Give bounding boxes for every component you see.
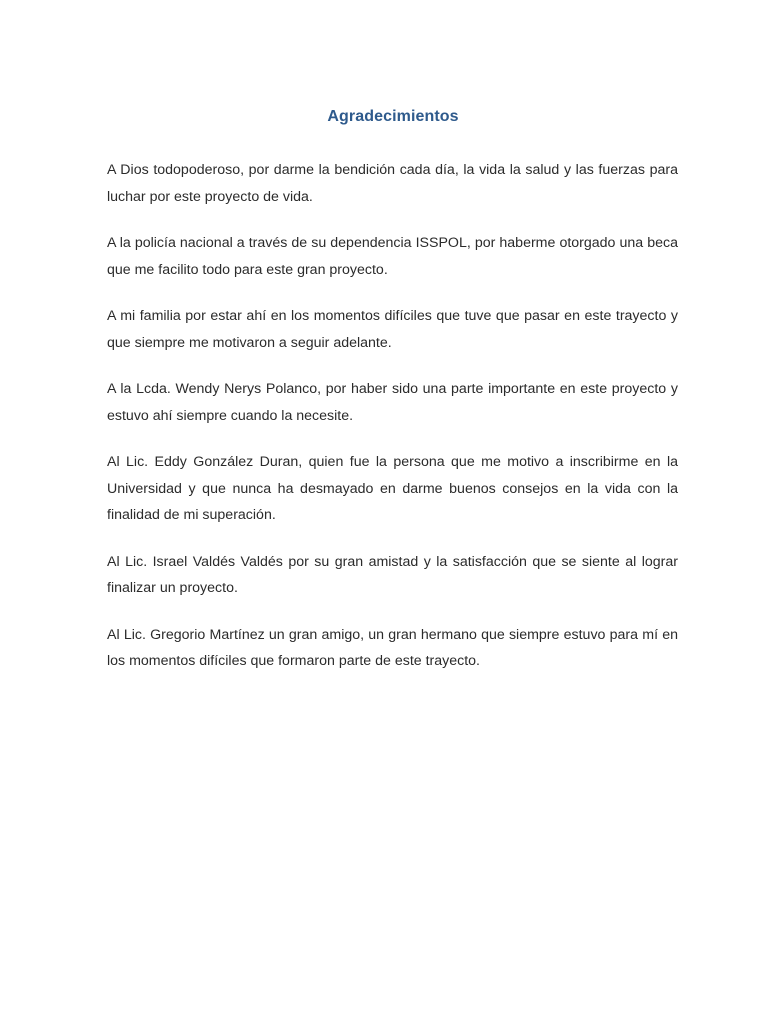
page-title: Agradecimientos (327, 108, 459, 125)
paragraph-wendy: A la Lcda. Wendy Nerys Polanco, por haber sido una parte importante en este proyecto y estuvo ahí siempre cuando la necesite. (107, 381, 678, 424)
paragraph-israel: Al Lic. Israel Valdés Valdés por su gran amistad y la satisfacción que se siente al lograr finalizar un proyecto. (107, 553, 678, 596)
paragraph-eddy: Al Lic. Eddy González Duran, quien fue la persona que me motivo a inscribirme en la Universidad y que nunca ha desmayado en darme buenos consejos en la vida con la finalidad de mi superación. (107, 454, 678, 523)
paragraph-family: A mi familia por estar ahí en los momentos difíciles que tuve que pasar en este trayecto y que siempre me motivaron a seguir adelante. (107, 308, 678, 351)
paragraph-god: A Dios todopoderoso, por darme la bendición cada día, la vida la salud y las fuerzas para luchar por este proyecto de vida. (107, 162, 678, 205)
paragraph-gregorio: Al Lic. Gregorio Martínez un gran amigo, un gran hermano que siempre estuvo para mí en los momentos difíciles que formaron parte de este trayecto. (107, 626, 678, 669)
paragraph-police: A la policía nacional a través de su dependencia ISSPOL, por haberme otorgado una beca que me facilito todo para este gran proyecto. (107, 235, 678, 278)
acknowledgements-body (107, 157, 678, 695)
